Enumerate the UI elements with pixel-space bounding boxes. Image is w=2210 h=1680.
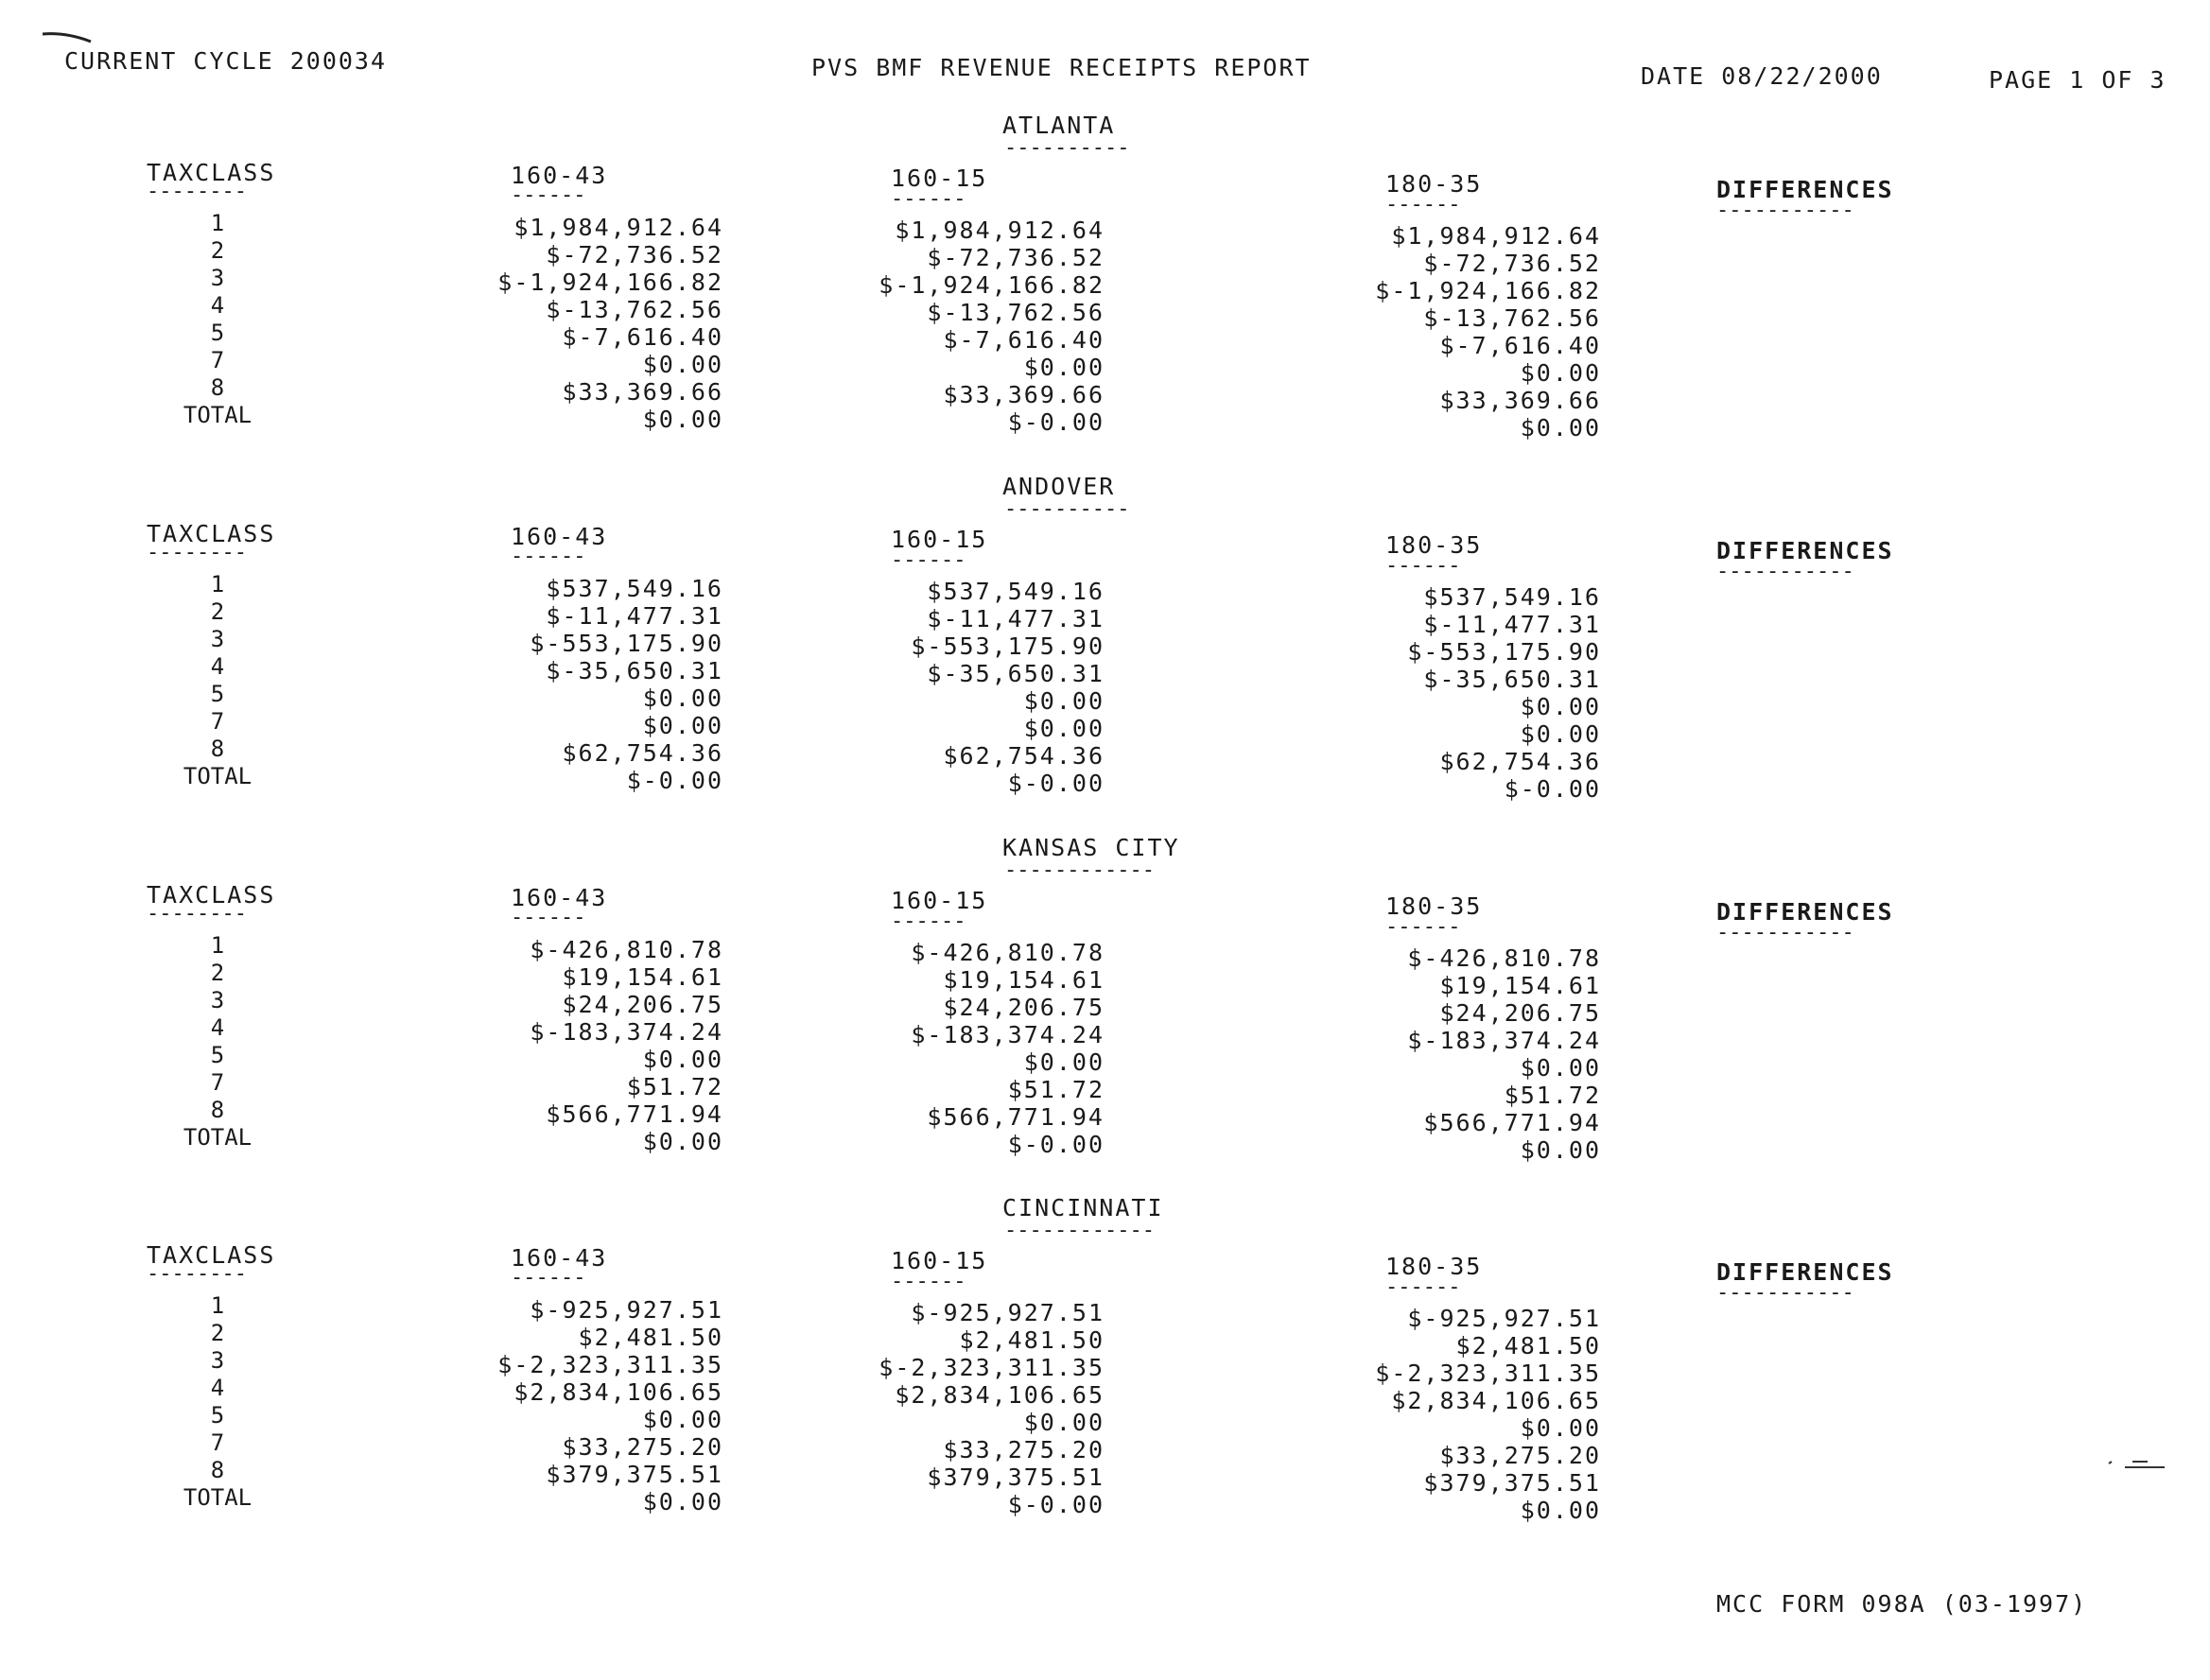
city-name: ANDOVER	[1002, 473, 1116, 500]
taxclass-cell: TOTAL	[183, 763, 252, 789]
taxclass-cell: 2	[210, 598, 225, 625]
value-180-35: $0.00	[1520, 720, 1601, 748]
col-180-35-underline: ------	[1385, 554, 1461, 578]
value-180-35: $-7,616.40	[1439, 332, 1601, 359]
col-180-35-underline: ------	[1385, 1275, 1461, 1299]
col-160-15-underline: ------	[891, 1270, 966, 1293]
value-160-15: $0.00	[1023, 1409, 1105, 1436]
taxclass-cell: 2	[210, 960, 225, 986]
value-160-43: $19,154.61	[562, 963, 723, 991]
value-160-43: $62,754.36	[562, 739, 723, 767]
taxclass-cell: 5	[210, 1042, 225, 1068]
value-160-15: $-183,374.24	[911, 1021, 1105, 1048]
taxclass-cell: TOTAL	[183, 1124, 252, 1151]
col-180-35-underline: ------	[1385, 193, 1461, 216]
col-160-15-header: 160-15	[891, 526, 988, 553]
taxclass-cell: TOTAL	[183, 402, 252, 428]
value-160-15: $379,375.51	[927, 1464, 1105, 1491]
value-160-15: $0.00	[1023, 687, 1105, 715]
city-underline: ------------	[1004, 1219, 1155, 1242]
differences-header: DIFFERENCES	[1716, 1258, 1894, 1286]
col-180-35-header: 180-35	[1385, 531, 1483, 559]
col-160-15-header: 160-15	[891, 1247, 988, 1274]
value-180-35: $-72,736.52	[1423, 250, 1601, 277]
taxclass-header: TAXCLASS	[147, 159, 276, 186]
differences-header: DIFFERENCES	[1716, 898, 1894, 926]
value-160-15: $-2,323,311.35	[879, 1354, 1105, 1381]
value-160-43: $-1,924,166.82	[497, 268, 723, 296]
taxclass-underline: --------	[147, 541, 247, 564]
value-180-35: $-925,927.51	[1407, 1305, 1601, 1332]
value-160-15: $1,984,912.64	[895, 216, 1105, 244]
col-160-15-header: 160-15	[891, 887, 988, 914]
value-180-35: $0.00	[1520, 359, 1601, 387]
col-160-43-underline: ------	[511, 906, 586, 929]
value-160-15: $-0.00	[1007, 1491, 1105, 1518]
value-160-15: $-7,616.40	[943, 326, 1105, 354]
taxclass-header: TAXCLASS	[147, 520, 276, 547]
value-160-15: $33,369.66	[943, 381, 1105, 408]
value-180-35: $2,481.50	[1455, 1332, 1601, 1360]
value-160-43: $0.00	[642, 1406, 723, 1433]
value-160-43: $33,275.20	[562, 1433, 723, 1461]
value-180-35: $566,771.94	[1423, 1109, 1601, 1136]
value-160-43: $51.72	[626, 1073, 723, 1100]
value-160-15: $2,481.50	[959, 1326, 1105, 1354]
value-160-43: $0.00	[642, 351, 723, 378]
col-160-15-underline: ------	[891, 548, 966, 572]
taxclass-cell: 2	[210, 237, 225, 264]
taxclass-header: TAXCLASS	[147, 881, 276, 909]
current-cycle: CURRENT CYCLE 200034	[64, 47, 388, 75]
city-underline: ------------	[1004, 858, 1155, 882]
value-180-35: $51.72	[1504, 1082, 1601, 1109]
taxclass-cell: 1	[210, 932, 225, 959]
value-180-35: $24,206.75	[1439, 999, 1601, 1027]
value-180-35: $-0.00	[1504, 775, 1601, 803]
value-160-43: $24,206.75	[562, 991, 723, 1018]
differences-underline: -----------	[1716, 921, 1854, 944]
value-180-35: $-553,175.90	[1407, 638, 1601, 666]
value-160-43: $2,834,106.65	[513, 1378, 723, 1406]
value-160-15: $0.00	[1023, 715, 1105, 742]
value-160-43: $-11,477.31	[546, 602, 723, 630]
taxclass-cell: 5	[210, 1402, 225, 1429]
value-180-35: $-183,374.24	[1407, 1027, 1601, 1054]
value-160-43: $0.00	[642, 1488, 723, 1515]
col-160-43-underline: ------	[511, 545, 586, 568]
taxclass-cell: 5	[210, 320, 225, 346]
value-160-15: $-0.00	[1007, 1131, 1105, 1158]
value-180-35: $2,834,106.65	[1391, 1387, 1601, 1414]
value-160-15: $-0.00	[1007, 408, 1105, 436]
value-160-15: $0.00	[1023, 1048, 1105, 1076]
taxclass-cell: 8	[210, 374, 225, 401]
col-160-15-header: 160-15	[891, 165, 988, 192]
margin-mark-icon	[2104, 1456, 2170, 1475]
city-underline: ----------	[1004, 497, 1130, 521]
value-160-43: $-925,927.51	[530, 1296, 723, 1324]
value-160-15: $62,754.36	[943, 742, 1105, 770]
taxclass-cell: 7	[210, 1069, 225, 1096]
col-160-15-underline: ------	[891, 909, 966, 933]
value-160-15: $51.72	[1007, 1076, 1105, 1103]
value-160-15: $33,275.20	[943, 1436, 1105, 1464]
taxclass-cell: 4	[210, 1375, 225, 1401]
value-180-35: $62,754.36	[1439, 748, 1601, 775]
value-160-43: $0.00	[642, 1046, 723, 1073]
value-160-43: $379,375.51	[546, 1461, 723, 1488]
value-180-35: $-1,924,166.82	[1375, 277, 1601, 304]
value-180-35: $-35,650.31	[1423, 666, 1601, 693]
value-180-35: $0.00	[1520, 414, 1601, 442]
col-160-43-header: 160-43	[511, 162, 608, 189]
value-160-15: $-0.00	[1007, 770, 1105, 797]
value-160-15: $-925,927.51	[911, 1299, 1105, 1326]
col-160-15-underline: ------	[891, 187, 966, 211]
col-160-43-header: 160-43	[511, 1244, 608, 1272]
value-160-43: $-183,374.24	[530, 1018, 723, 1046]
value-160-43: $0.00	[642, 1128, 723, 1155]
taxclass-cell: 8	[210, 736, 225, 762]
taxclass-cell: 7	[210, 1429, 225, 1456]
col-180-35-header: 180-35	[1385, 1253, 1483, 1280]
value-160-15: $-35,650.31	[927, 660, 1105, 687]
value-160-43: $2,481.50	[578, 1324, 723, 1351]
taxclass-cell: TOTAL	[183, 1484, 252, 1511]
value-180-35: $537,549.16	[1423, 583, 1601, 611]
value-180-35: $19,154.61	[1439, 972, 1601, 999]
value-160-15: $566,771.94	[927, 1103, 1105, 1131]
taxclass-cell: 8	[210, 1097, 225, 1123]
value-160-15: $-72,736.52	[927, 244, 1105, 271]
value-160-43: $-426,810.78	[530, 936, 723, 963]
value-160-43: $-7,616.40	[562, 323, 723, 351]
differences-header: DIFFERENCES	[1716, 176, 1894, 203]
value-180-35: $379,375.51	[1423, 1469, 1601, 1497]
taxclass-cell: 3	[210, 1347, 225, 1374]
taxclass-header: TAXCLASS	[147, 1241, 276, 1269]
page-number: PAGE 1 OF 3	[1989, 66, 2166, 94]
pen-mark-icon	[38, 28, 95, 47]
value-180-35: $-11,477.31	[1423, 611, 1601, 638]
city-name: ATLANTA	[1002, 112, 1116, 139]
col-180-35-header: 180-35	[1385, 892, 1483, 920]
value-160-43: $33,369.66	[562, 378, 723, 406]
report-date: DATE 08/22/2000	[1641, 62, 1883, 90]
col-160-43-underline: ------	[511, 1266, 586, 1290]
value-160-15: $24,206.75	[943, 994, 1105, 1021]
differences-underline: -----------	[1716, 1281, 1854, 1305]
differences-underline: -----------	[1716, 560, 1854, 583]
value-180-35: $0.00	[1520, 1414, 1601, 1442]
taxclass-cell: 4	[210, 1014, 225, 1041]
taxclass-underline: --------	[147, 1262, 247, 1286]
value-180-35: $0.00	[1520, 693, 1601, 720]
taxclass-cell: 1	[210, 571, 225, 598]
value-160-15: $-13,762.56	[927, 299, 1105, 326]
report-title: PVS BMF REVENUE RECEIPTS REPORT	[811, 54, 1312, 81]
differences-header: DIFFERENCES	[1716, 537, 1894, 564]
taxclass-underline: --------	[147, 902, 247, 926]
value-180-35: $-426,810.78	[1407, 944, 1601, 972]
value-180-35: $1,984,912.64	[1391, 222, 1601, 250]
value-160-43: $0.00	[642, 684, 723, 712]
value-160-15: $-426,810.78	[911, 939, 1105, 966]
value-180-35: $0.00	[1520, 1497, 1601, 1524]
city-underline: ----------	[1004, 136, 1130, 160]
value-160-15: $0.00	[1023, 354, 1105, 381]
value-160-43: $0.00	[642, 712, 723, 739]
value-180-35: $0.00	[1520, 1054, 1601, 1082]
value-160-43: $-553,175.90	[530, 630, 723, 657]
taxclass-cell: 1	[210, 210, 225, 236]
taxclass-cell: 3	[210, 987, 225, 1013]
value-160-43: $-0.00	[626, 767, 723, 794]
form-number: MCC FORM 098A (03-1997)	[1716, 1590, 2088, 1618]
col-160-43-header: 160-43	[511, 523, 608, 550]
value-160-43: $566,771.94	[546, 1100, 723, 1128]
value-180-35: $0.00	[1520, 1136, 1601, 1164]
taxclass-cell: 2	[210, 1320, 225, 1346]
taxclass-cell: 7	[210, 347, 225, 373]
value-160-43: $1,984,912.64	[513, 214, 723, 241]
col-180-35-header: 180-35	[1385, 170, 1483, 198]
taxclass-cell: 3	[210, 265, 225, 291]
value-160-15: $-1,924,166.82	[879, 271, 1105, 299]
value-160-43: $-13,762.56	[546, 296, 723, 323]
value-160-43: $0.00	[642, 406, 723, 433]
value-160-43: $-72,736.52	[546, 241, 723, 268]
taxclass-underline: --------	[147, 180, 247, 203]
city-name: CINCINNATI	[1002, 1194, 1164, 1221]
taxclass-cell: 4	[210, 653, 225, 680]
value-180-35: $33,275.20	[1439, 1442, 1601, 1469]
taxclass-cell: 1	[210, 1292, 225, 1319]
city-name: KANSAS CITY	[1002, 834, 1180, 861]
value-160-15: $19,154.61	[943, 966, 1105, 994]
value-180-35: $-2,323,311.35	[1375, 1360, 1601, 1387]
value-160-15: $-11,477.31	[927, 605, 1105, 632]
value-160-43: $-35,650.31	[546, 657, 723, 684]
col-180-35-underline: ------	[1385, 915, 1461, 939]
value-160-43: $537,549.16	[546, 575, 723, 602]
value-160-15: $2,834,106.65	[895, 1381, 1105, 1409]
value-180-35: $-13,762.56	[1423, 304, 1601, 332]
taxclass-cell: 7	[210, 708, 225, 735]
value-180-35: $33,369.66	[1439, 387, 1601, 414]
taxclass-cell: 4	[210, 292, 225, 319]
taxclass-cell: 5	[210, 681, 225, 707]
differences-underline: -----------	[1716, 199, 1854, 222]
value-160-15: $537,549.16	[927, 578, 1105, 605]
col-160-43-underline: ------	[511, 183, 586, 207]
taxclass-cell: 3	[210, 626, 225, 652]
col-160-43-header: 160-43	[511, 884, 608, 911]
value-160-15: $-553,175.90	[911, 632, 1105, 660]
value-160-43: $-2,323,311.35	[497, 1351, 723, 1378]
taxclass-cell: 8	[210, 1457, 225, 1483]
